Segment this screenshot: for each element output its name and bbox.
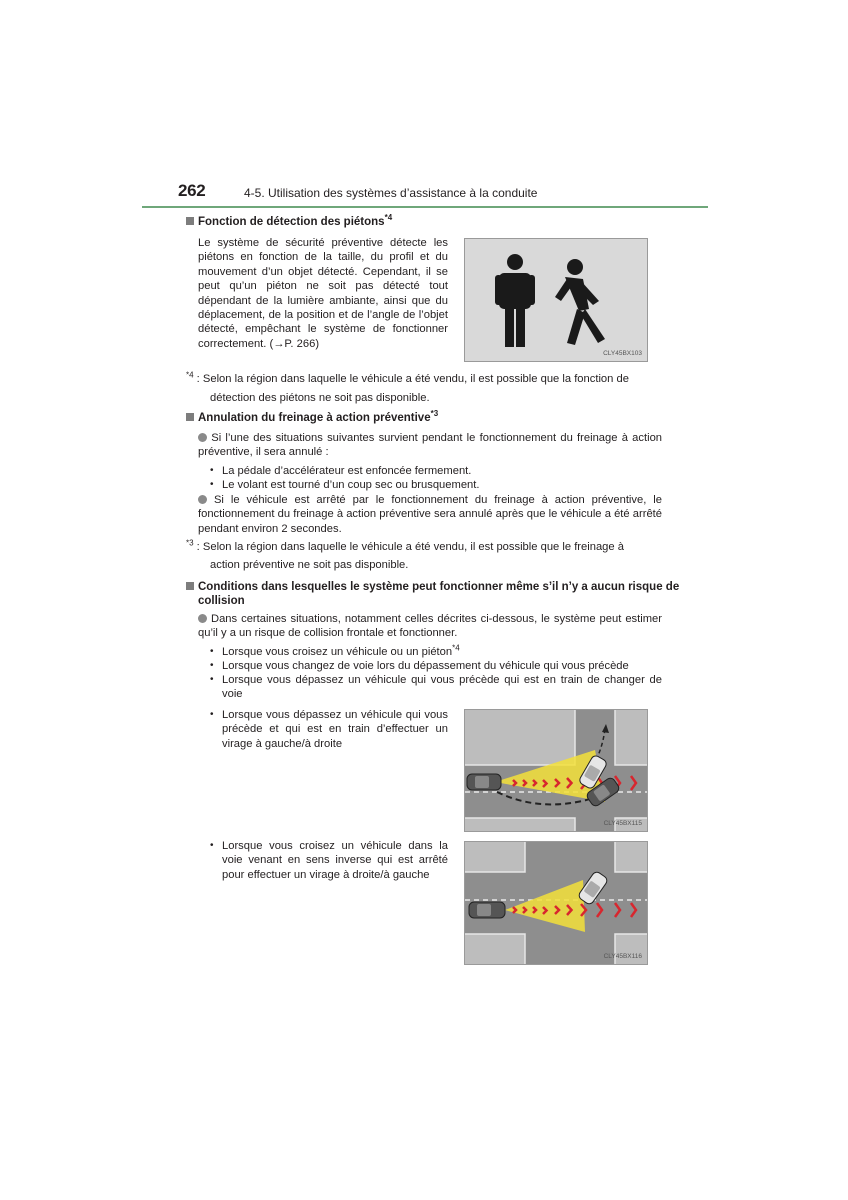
- conditions-subitem-4: • Lorsque vous dépassez un véhicule qui vous précède et qui est en train d’effectuer un virage à gauche/à droite: [210, 709, 448, 750]
- ego-car-icon: [469, 902, 505, 918]
- walking-person-icon: [555, 259, 605, 345]
- section-heading-cancel: Annulation du freinage à action préventive$^{*3}$: [186, 411, 438, 425]
- oncoming-stopped-illustration: [465, 842, 647, 964]
- pedestrian-figure: [464, 238, 648, 362]
- footnote-4-cont: détection des piétons ne soit pas disponible.: [210, 392, 430, 404]
- cancel-subitem-2: • Le volant est tourné d’un coup sec ou brusquement.: [210, 479, 480, 491]
- footnote-ref: *4: [384, 213, 393, 223]
- header-rule: [142, 206, 708, 208]
- cancel-subitem-1: • La pédale d’accélérateur est enfoncée fermement.: [210, 465, 472, 477]
- page-number: 262: [178, 181, 206, 200]
- figure-code: CLY45BX103: [603, 350, 642, 357]
- round-bullet-icon: [198, 495, 207, 504]
- square-bullet-icon: [186, 413, 194, 421]
- section-heading-conditions-cont: collision: [198, 595, 245, 607]
- footnote-3: $^{*3}$ : Selon la région dans laquelle le véhicule a été vendu, il est possible que le freinage à: [186, 538, 624, 553]
- cancel-item-2: Si le véhicule est arrêté par le fonctionnement du freinage à action préventive, le fonctionnement du freinage à action préventive sera annulé après que le véhicule a été arrêté pendant environ 2 secondes.: [198, 494, 663, 535]
- round-bullet-icon: [198, 433, 207, 442]
- overtaking-turn-figure: [464, 709, 648, 832]
- overtaking-turn-illustration: [465, 710, 647, 831]
- oncoming-stopped-figure: [464, 841, 648, 965]
- section-heading-pedestrian: Fonction de détection des piétons$^{*4}$: [186, 215, 392, 229]
- pedestrian-illustration: [465, 239, 647, 361]
- pedestrian-paragraph: Le système de sécurité préventive détecte les piétons en fonction de la taille, du profil et du mouvement d’un objet détecté. Cependant, il se peut qu’un piéton ne soit pas détecté tout dépendant de la lumière ambiante, ainsi que du déplacement, de la position et de l’angle de l’objet détecté, empêchant le système de fonctionner correctement. (→P. 266): [198, 237, 448, 350]
- ego-car-icon: [467, 774, 501, 790]
- section-heading-conditions: Conditions dans lesquelles le système peut fonctionner même s’il n’y a aucun risque de: [186, 580, 679, 594]
- conditions-subitem-2: • Lorsque vous changez de voie lors du dépassement du véhicule qui vous précède: [210, 660, 629, 672]
- footnote-3-cont: action préventive ne soit pas disponible.: [210, 559, 409, 571]
- chapter-title: 4-5. Utilisation des systèmes d’assistance à la conduite: [244, 186, 538, 200]
- conditions-subitem-3: • Lorsque vous dépassez un véhicule qui vous précède qui est en train de changer de voie: [210, 674, 662, 701]
- figure-code: CLY45BX115: [603, 820, 642, 827]
- square-bullet-icon: [186, 217, 194, 225]
- conditions-subitem-1: • Lorsque vous croisez un véhicule ou un piéton$^{*4}$: [210, 643, 460, 658]
- footnote-4: $^{*4}$ : Selon la région dans laquelle le véhicule a été vendu, il est possible que la fonction de: [186, 370, 629, 385]
- standing-person-icon: [495, 254, 535, 347]
- round-bullet-icon: [198, 614, 207, 623]
- conditions-subitem-5: • Lorsque vous croisez un véhicule dans la voie venant en sens inverse qui est arrêté pour effectuer un virage à droite/à gauche: [210, 840, 448, 881]
- figure-code: CLY45BX116: [603, 953, 642, 960]
- conditions-item-1: Dans certaines situations, notamment celles décrites ci-dessous, le système peut estimer qu’il y a un risque de collision frontale et fonctionner.: [198, 613, 662, 640]
- cancel-item-1: Si l’une des situations suivantes survient pendant le fonctionnement du freinage à action préventive, il sera annulé :: [198, 432, 663, 459]
- square-bullet-icon: [186, 582, 194, 590]
